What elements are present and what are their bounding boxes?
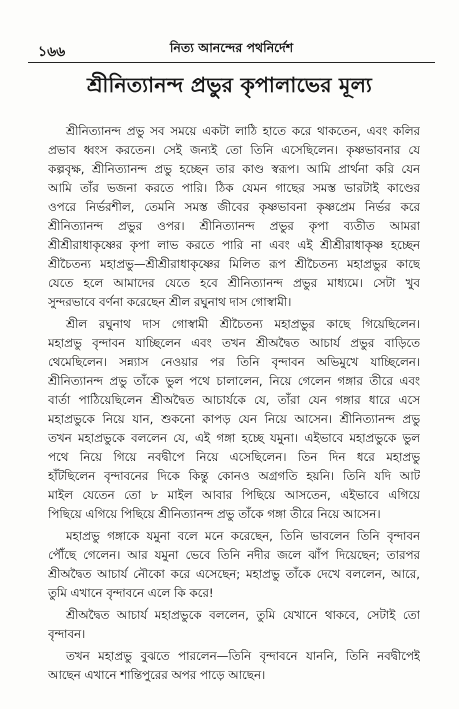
- text-line: শ্রীনিত্যানন্দ প্রভু তাঁকে ভুল পথে চালালেন, নিয়ে গেলেন গঙ্গার তীরে এবং: [48, 374, 420, 388]
- paragraph: [48, 606, 420, 644]
- text-line: শ্রীল রঘুনাথ দাস গোস্বামী শ্রীচৈতন্য মহাপ্রভুর কাছে গিয়েছিলেন।: [66, 317, 420, 331]
- body-text: [48, 122, 420, 685]
- page-number: ১৬৬: [38, 44, 66, 60]
- text-line: শ্রীনিত্যানন্দ প্রভু সব সময়ে একটা লাঠি হাতে করে থাকতেন, এবং কলির: [66, 124, 420, 138]
- text-line: হাঁটছিলেন বৃন্দাবনের দিকে কিন্তু কোনও অগ্রগতি হয়নি। তিনি যদি আট: [48, 469, 420, 483]
- text-line: মাইল যেতেন তো ৮ মাইল আবার পিছিয়ে আসতেন, এইভাবে এগিয়ে: [48, 488, 420, 502]
- text-line: মহাপ্রভুকে নিয়ে যান, শুকনো কাপড় যেন নিয়ে আসেন। শ্রীনিত্যানন্দ প্রভু: [48, 412, 420, 426]
- text-line: শ্রীচৈতন্য মহাপ্রভু—শ্রীশ্রীরাধাকৃষ্ণের মিলিত রূপ শ্রীচৈতন্য মহাপ্রভুর কাছে: [48, 257, 420, 271]
- text-line: সুন্দরভাবে বর্ণনা করেছেন শ্রীল রঘুনাথ দাস গোস্বামী।: [48, 295, 292, 309]
- text-line: মহাপ্রভু গঙ্গাকে যমুনা বলে মনে করেছেন, তিনি ভাবলেন তিনি বৃন্দাবন: [66, 529, 420, 543]
- paragraph: [48, 527, 420, 603]
- running-title: নিত্য আনন্দের পথনির্দেশ: [169, 40, 294, 55]
- text-line: মহাপ্রভু বৃন্দাবন যাচ্ছিলেন এবং তখন শ্রীঅদ্বৈত আচার্য প্রভুর বাড়িতে: [48, 336, 420, 350]
- text-line: আমি তাঁর ভজনা করতে পারি। ঠিক যেমন গাছের সমস্ত ভারটাই কাণ্ডের: [48, 181, 420, 195]
- text-line: কল্পবৃক্ষ, শ্রীনিত্যানন্দ প্রভু হচ্ছেন তার কাণ্ড স্বরূপ। আমি প্রার্থনা করি যেন: [48, 162, 420, 176]
- text-line: বৃন্দাবন।: [48, 627, 86, 641]
- text-line: যেতে হলে আমাদের যেতে হবে শ্রীনিত্যানন্দ প্রভুর মাধ্যমে। সেটা খুব: [48, 276, 420, 290]
- text-line: প্রভাব ধ্বংস করতেন। সেই জন্যই তো তিনি এসেছিলেন। কৃষ্ণভাবনার যে: [48, 143, 420, 157]
- text-line: শ্রীনিত্যানন্দ প্রভুর ওপর। শ্রীনিত্যানন্দ প্রভুর কৃপা ব্যতীত আমরা: [48, 219, 420, 233]
- paragraph: [48, 315, 420, 524]
- header-rule: [28, 62, 435, 63]
- paragraph: [48, 122, 420, 312]
- running-head: [28, 40, 435, 62]
- text-line: বার্তা পাঠিয়েছিলেন শ্রীঅদ্বৈত আচার্যকে যে, তাঁরা যেন গঙ্গার ধারে এসে: [48, 393, 420, 407]
- text-line: পথে নিয়ে গিয়ে নবদ্বীপে নিয়ে এসেছিলেন। তিন দিন ধরে মহাপ্রভু: [48, 450, 420, 464]
- text-line: আছেন এখানে শান্তিপুরের অপর পাড়ে আছেন।: [48, 668, 266, 682]
- text-line: পিছিয়ে এগিয়ে পিছিয়ে শ্রীনিত্যানন্দ প্রভু তাঁকে গঙ্গা তীরে নিয়ে আসেন।: [48, 507, 381, 521]
- paragraph: [48, 647, 420, 685]
- text-line: থেমেছিলেন। সন্ন্যাস নেওয়ার পর তিনি বৃন্দাবন অভিমুখে যাচ্ছিলেন।: [48, 355, 420, 369]
- text-line: শ্রীঅদ্বৈত আচার্য মহাপ্রভুকে বললেন, তুমি যেখানে থাকবে, সেটাই তো: [66, 608, 420, 622]
- text-line: তুমি এখানে বৃন্দাবনে এলে কি করে!: [48, 586, 214, 600]
- text-line: শ্রীঅদ্বৈত আচার্য নৌকো করে এসেছেন; মহাপ্রভু তাঁকে দেখে বললেন, আরে,: [48, 567, 420, 581]
- text-line: পৌঁছে গেলেন। আর যমুনা ভেবে তিনি নদীর জলে ঝাঁপ দিয়েছেন; তারপর: [48, 548, 420, 562]
- text-line: শ্রীশ্রীরাধাকৃষ্ণের কৃপা লাভ করতে পারি না এবং এই শ্রীশ্রীরাধাকৃষ্ণ হচ্ছেন: [48, 238, 420, 252]
- chapter-title: শ্রীনিত্যানন্দ প্রভুর কৃপালাভের মূল্য: [86, 73, 373, 97]
- text-line: তখন মহাপ্রভুকে বললেন যে, এই গঙ্গা হচ্ছে যমুনা। এইভাবে মহাপ্রভুকে ভুল: [48, 431, 420, 445]
- text-line: ওপরে নির্ভরশীল, তেমনি সমস্ত জীবের কৃষ্ণভাবনা কৃষ্ণপ্রেম নির্ভর করে: [48, 200, 420, 214]
- text-line: তখন মহাপ্রভু বুঝতে পারলেন—তিনি বৃন্দাবনে যাননি, তিনি নবদ্বীপেই: [66, 649, 420, 663]
